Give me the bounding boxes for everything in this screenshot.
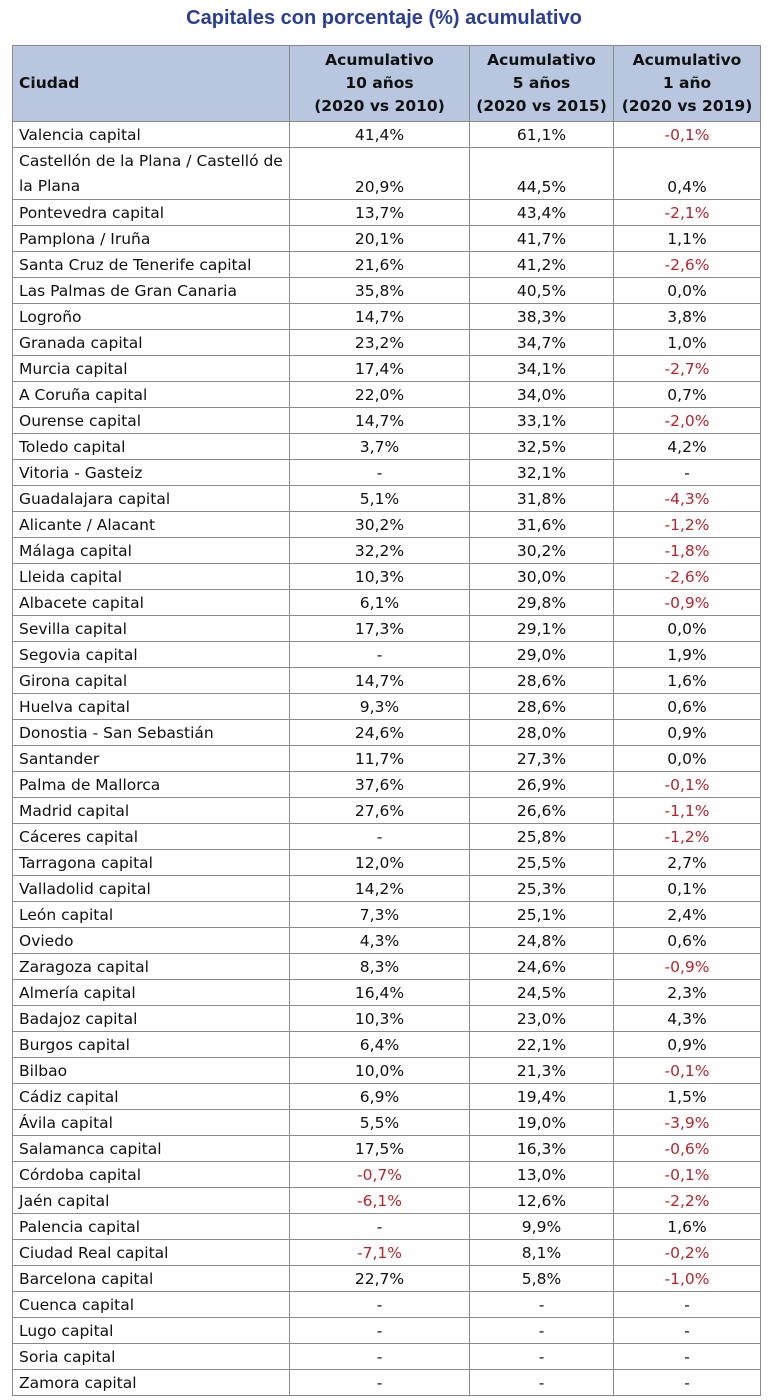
cell-city: Madrid capital <box>13 798 290 824</box>
cell-1-year: - <box>614 1318 761 1344</box>
cell-1-year: 1,0% <box>614 330 761 356</box>
table-row <box>13 512 761 538</box>
header-1-year-line1: Acumulativo <box>632 51 742 69</box>
cell-5-years: 29,1% <box>470 616 614 642</box>
header-5-years-line1: Acumulativo <box>487 51 596 69</box>
cell-10-years: 6,9% <box>290 1084 470 1110</box>
cell-5-years: 25,3% <box>470 876 614 902</box>
cell-5-years: 61,1% <box>470 122 614 148</box>
cell-5-years: 29,0% <box>470 642 614 668</box>
cell-10-years: 3,7% <box>290 434 470 460</box>
cell-5-years: 24,6% <box>470 954 614 980</box>
table-row <box>13 746 761 772</box>
table-row <box>13 304 761 330</box>
cell-city: Castellón de la Plana / Castelló de la Plana <box>13 148 290 200</box>
cell-10-years: 41,4% <box>290 122 470 148</box>
cell-city: Palencia capital <box>13 1214 290 1240</box>
cell-10-years: - <box>290 460 470 486</box>
header-10-years-line3: (2020 vs 2010) <box>314 97 445 115</box>
cell-1-year: -1,8% <box>614 538 761 564</box>
cell-1-year: -3,9% <box>614 1110 761 1136</box>
cell-city: Málaga capital <box>13 538 290 564</box>
capitals-table <box>12 45 761 1396</box>
table-body <box>13 122 761 1396</box>
cell-5-years: 19,0% <box>470 1110 614 1136</box>
cell-10-years: - <box>290 1370 470 1396</box>
cell-5-years: 23,0% <box>470 1006 614 1032</box>
cell-10-years: - <box>290 642 470 668</box>
cell-1-year: -0,9% <box>614 954 761 980</box>
cell-city: Huelva capital <box>13 694 290 720</box>
cell-1-year: 4,3% <box>614 1006 761 1032</box>
table-row <box>13 772 761 798</box>
cell-city: Sevilla capital <box>13 616 290 642</box>
table-row <box>13 720 761 746</box>
header-1-year-line2: 1 año <box>662 74 712 92</box>
cell-5-years: 34,1% <box>470 356 614 382</box>
cell-5-years: 8,1% <box>470 1240 614 1266</box>
cell-10-years: 12,0% <box>290 850 470 876</box>
table-row <box>13 798 761 824</box>
cell-1-year: 0,1% <box>614 876 761 902</box>
cell-5-years: 24,5% <box>470 980 614 1006</box>
cell-1-year: -1,0% <box>614 1266 761 1292</box>
table-row <box>13 1136 761 1162</box>
cell-1-year: -1,2% <box>614 512 761 538</box>
cell-city: Segovia capital <box>13 642 290 668</box>
cell-1-year: - <box>614 1344 761 1370</box>
table-row <box>13 382 761 408</box>
cell-5-years: - <box>470 1344 614 1370</box>
cell-city: Ourense capital <box>13 408 290 434</box>
cell-city: Toledo capital <box>13 434 290 460</box>
cell-city: Alicante / Alacant <box>13 512 290 538</box>
cell-5-years: 24,8% <box>470 928 614 954</box>
cell-5-years: 13,0% <box>470 1162 614 1188</box>
cell-10-years: 10,3% <box>290 1006 470 1032</box>
cell-10-years: 6,4% <box>290 1032 470 1058</box>
cell-5-years: - <box>470 1292 614 1318</box>
cell-city: Bilbao <box>13 1058 290 1084</box>
header-5-years <box>470 46 614 122</box>
cell-10-years: 24,6% <box>290 720 470 746</box>
cell-10-years: 20,9% <box>290 148 470 200</box>
cell-1-year: -0,9% <box>614 590 761 616</box>
cell-city: Ávila capital <box>13 1110 290 1136</box>
cell-city: A Coruña capital <box>13 382 290 408</box>
cell-city: Zamora capital <box>13 1370 290 1396</box>
cell-1-year: 0,6% <box>614 928 761 954</box>
table-row <box>13 1162 761 1188</box>
cell-1-year: -0,1% <box>614 1058 761 1084</box>
cell-10-years: 21,6% <box>290 252 470 278</box>
cell-1-year: -2,1% <box>614 200 761 226</box>
cell-10-years: -7,1% <box>290 1240 470 1266</box>
cell-5-years: 22,1% <box>470 1032 614 1058</box>
cell-1-year: 0,9% <box>614 720 761 746</box>
header-row <box>13 46 761 122</box>
cell-city: Salamanca capital <box>13 1136 290 1162</box>
cell-5-years: 30,2% <box>470 538 614 564</box>
cell-city: Girona capital <box>13 668 290 694</box>
cell-10-years: -0,7% <box>290 1162 470 1188</box>
cell-10-years: 9,3% <box>290 694 470 720</box>
cell-city: Lleida capital <box>13 564 290 590</box>
cell-5-years: 33,1% <box>470 408 614 434</box>
cell-1-year: 1,5% <box>614 1084 761 1110</box>
cell-10-years: 27,6% <box>290 798 470 824</box>
cell-city: Valladolid capital <box>13 876 290 902</box>
cell-1-year: -1,1% <box>614 798 761 824</box>
cell-1-year: -0,6% <box>614 1136 761 1162</box>
cell-city: Cáceres capital <box>13 824 290 850</box>
header-10-years-line1: Acumulativo <box>325 51 434 69</box>
cell-10-years: 4,3% <box>290 928 470 954</box>
table-row <box>13 1214 761 1240</box>
cell-10-years: 17,4% <box>290 356 470 382</box>
table-row <box>13 902 761 928</box>
cell-1-year: -1,2% <box>614 824 761 850</box>
cell-5-years: 38,3% <box>470 304 614 330</box>
cell-10-years: 14,7% <box>290 668 470 694</box>
table-row <box>13 1032 761 1058</box>
cell-city: Santa Cruz de Tenerife capital <box>13 252 290 278</box>
cell-city: Cuenca capital <box>13 1292 290 1318</box>
table-row <box>13 1344 761 1370</box>
cell-5-years: 25,5% <box>470 850 614 876</box>
cell-1-year: 1,6% <box>614 668 761 694</box>
cell-1-year: 4,2% <box>614 434 761 460</box>
table-row <box>13 1084 761 1110</box>
cell-10-years: 35,8% <box>290 278 470 304</box>
cell-10-years: 22,0% <box>290 382 470 408</box>
table-row <box>13 226 761 252</box>
table-row <box>13 252 761 278</box>
page-title: Capitales con porcentaje (%) acumulativo <box>186 7 582 29</box>
cell-5-years: 28,6% <box>470 668 614 694</box>
cell-5-years: - <box>470 1318 614 1344</box>
cell-city: Logroño <box>13 304 290 330</box>
cell-10-years: 11,7% <box>290 746 470 772</box>
cell-1-year: 0,4% <box>614 148 761 200</box>
cell-5-years: 40,5% <box>470 278 614 304</box>
cell-city: Córdoba capital <box>13 1162 290 1188</box>
cell-5-years: 43,4% <box>470 200 614 226</box>
cell-city: Jaén capital <box>13 1188 290 1214</box>
cell-1-year: 1,6% <box>614 1214 761 1240</box>
table-row <box>13 538 761 564</box>
cell-city: Granada capital <box>13 330 290 356</box>
table-row <box>13 278 761 304</box>
cell-1-year: 0,0% <box>614 746 761 772</box>
cell-city: Santander <box>13 746 290 772</box>
cell-5-years: 31,6% <box>470 512 614 538</box>
cell-city: Pontevedra capital <box>13 200 290 226</box>
cell-5-years: 19,4% <box>470 1084 614 1110</box>
cell-5-years: 29,8% <box>470 590 614 616</box>
cell-5-years: 44,5% <box>470 148 614 200</box>
cell-10-years: 16,4% <box>290 980 470 1006</box>
table-row <box>13 668 761 694</box>
header-city: Ciudad <box>13 46 290 122</box>
cell-1-year: -0,1% <box>614 1162 761 1188</box>
cell-city: Soria capital <box>13 1344 290 1370</box>
cell-1-year: 2,7% <box>614 850 761 876</box>
cell-10-years: -6,1% <box>290 1188 470 1214</box>
cell-city: León capital <box>13 902 290 928</box>
cell-5-years: 32,5% <box>470 434 614 460</box>
cell-1-year: 2,4% <box>614 902 761 928</box>
table-row <box>13 590 761 616</box>
header-1-year-line3: (2020 vs 2019) <box>621 97 753 115</box>
header-5-years-line2: 5 años <box>512 74 571 92</box>
cell-city: Cádiz capital <box>13 1084 290 1110</box>
table-row <box>13 356 761 382</box>
cell-5-years: 12,6% <box>470 1188 614 1214</box>
cell-10-years: - <box>290 824 470 850</box>
cell-city: Lugo capital <box>13 1318 290 1344</box>
table-row <box>13 876 761 902</box>
cell-5-years: 41,2% <box>470 252 614 278</box>
cell-5-years: - <box>470 1370 614 1396</box>
table-row <box>13 486 761 512</box>
cell-10-years: 17,5% <box>290 1136 470 1162</box>
cell-1-year: -2,6% <box>614 252 761 278</box>
cell-10-years: 20,1% <box>290 226 470 252</box>
cell-city: Murcia capital <box>13 356 290 382</box>
cell-1-year: -0,1% <box>614 122 761 148</box>
table-row <box>13 1058 761 1084</box>
cell-10-years: 17,3% <box>290 616 470 642</box>
table-row <box>13 148 761 200</box>
cell-1-year: -2,0% <box>614 408 761 434</box>
table-row <box>13 330 761 356</box>
cell-1-year: 0,7% <box>614 382 761 408</box>
cell-5-years: 30,0% <box>470 564 614 590</box>
cell-city: Ciudad Real capital <box>13 1240 290 1266</box>
cell-1-year: 2,3% <box>614 980 761 1006</box>
cell-city: Barcelona capital <box>13 1266 290 1292</box>
cell-10-years: 13,7% <box>290 200 470 226</box>
cell-1-year: -2,7% <box>614 356 761 382</box>
cell-5-years: 25,1% <box>470 902 614 928</box>
header-5-years-line3: (2020 vs 2015) <box>476 97 607 115</box>
cell-city: Guadalajara capital <box>13 486 290 512</box>
cell-5-years: 28,6% <box>470 694 614 720</box>
cell-10-years: 37,6% <box>290 772 470 798</box>
cell-1-year: 1,1% <box>614 226 761 252</box>
cell-10-years: 32,2% <box>290 538 470 564</box>
cell-10-years: 14,2% <box>290 876 470 902</box>
cell-city: Zaragoza capital <box>13 954 290 980</box>
cell-1-year: 3,8% <box>614 304 761 330</box>
table-row <box>13 564 761 590</box>
table-row <box>13 1110 761 1136</box>
cell-10-years: - <box>290 1344 470 1370</box>
cell-city: Las Palmas de Gran Canaria <box>13 278 290 304</box>
cell-10-years: 23,2% <box>290 330 470 356</box>
cell-10-years: 10,0% <box>290 1058 470 1084</box>
cell-1-year: - <box>614 1292 761 1318</box>
cell-city: Burgos capital <box>13 1032 290 1058</box>
cell-city: Valencia capital <box>13 122 290 148</box>
cell-10-years: 22,7% <box>290 1266 470 1292</box>
table-row <box>13 408 761 434</box>
table-row <box>13 122 761 148</box>
table-row <box>13 824 761 850</box>
cell-10-years: 30,2% <box>290 512 470 538</box>
cell-5-years: 27,3% <box>470 746 614 772</box>
cell-city: Vitoria - Gasteiz <box>13 460 290 486</box>
table-row <box>13 1370 761 1396</box>
cell-1-year: -0,2% <box>614 1240 761 1266</box>
cell-5-years: 31,8% <box>470 486 614 512</box>
cell-1-year: - <box>614 1370 761 1396</box>
cell-1-year: - <box>614 460 761 486</box>
table-row <box>13 1318 761 1344</box>
cell-10-years: 14,7% <box>290 408 470 434</box>
table-row <box>13 434 761 460</box>
cell-1-year: 1,9% <box>614 642 761 668</box>
cell-5-years: 26,9% <box>470 772 614 798</box>
table-row <box>13 1006 761 1032</box>
cell-5-years: 21,3% <box>470 1058 614 1084</box>
cell-10-years: 14,7% <box>290 304 470 330</box>
cell-city: Albacete capital <box>13 590 290 616</box>
header-10-years-line2: 10 años <box>345 74 414 92</box>
cell-5-years: 41,7% <box>470 226 614 252</box>
cell-5-years: 26,6% <box>470 798 614 824</box>
table-row <box>13 642 761 668</box>
table-row <box>13 694 761 720</box>
cell-city: Donostia - San Sebastián <box>13 720 290 746</box>
cell-city: Almería capital <box>13 980 290 1006</box>
cell-10-years: - <box>290 1214 470 1240</box>
cell-city: Oviedo <box>13 928 290 954</box>
table-row <box>13 1266 761 1292</box>
cell-1-year: -0,1% <box>614 772 761 798</box>
table-row <box>13 616 761 642</box>
cell-1-year: 0,0% <box>614 278 761 304</box>
table-row <box>13 928 761 954</box>
cell-5-years: 34,0% <box>470 382 614 408</box>
table-row <box>13 200 761 226</box>
cell-5-years: 25,8% <box>470 824 614 850</box>
cell-5-years: 9,9% <box>470 1214 614 1240</box>
cell-1-year: 0,9% <box>614 1032 761 1058</box>
cell-10-years: - <box>290 1318 470 1344</box>
cell-city: Tarragona capital <box>13 850 290 876</box>
table-row <box>13 850 761 876</box>
table-row <box>13 1188 761 1214</box>
cell-10-years: 6,1% <box>290 590 470 616</box>
table-row <box>13 1292 761 1318</box>
cell-5-years: 16,3% <box>470 1136 614 1162</box>
cell-10-years: 10,3% <box>290 564 470 590</box>
cell-1-year: -2,2% <box>614 1188 761 1214</box>
cell-5-years: 5,8% <box>470 1266 614 1292</box>
cell-5-years: 28,0% <box>470 720 614 746</box>
cell-city: Badajoz capital <box>13 1006 290 1032</box>
cell-1-year: 0,0% <box>614 616 761 642</box>
cell-10-years: 5,5% <box>290 1110 470 1136</box>
cell-10-years: 8,3% <box>290 954 470 980</box>
table-row <box>13 460 761 486</box>
header-10-years <box>290 46 470 122</box>
header-1-year <box>614 46 761 122</box>
cell-10-years: - <box>290 1292 470 1318</box>
cell-10-years: 7,3% <box>290 902 470 928</box>
table-row <box>13 1240 761 1266</box>
cell-1-year: -4,3% <box>614 486 761 512</box>
table-row <box>13 954 761 980</box>
cell-10-years: 5,1% <box>290 486 470 512</box>
cell-city: Pamplona / Iruña <box>13 226 290 252</box>
cell-1-year: -2,6% <box>614 564 761 590</box>
cell-1-year: 0,6% <box>614 694 761 720</box>
cell-5-years: 32,1% <box>470 460 614 486</box>
cell-city: Palma de Mallorca <box>13 772 290 798</box>
cell-5-years: 34,7% <box>470 330 614 356</box>
table-row <box>13 980 761 1006</box>
